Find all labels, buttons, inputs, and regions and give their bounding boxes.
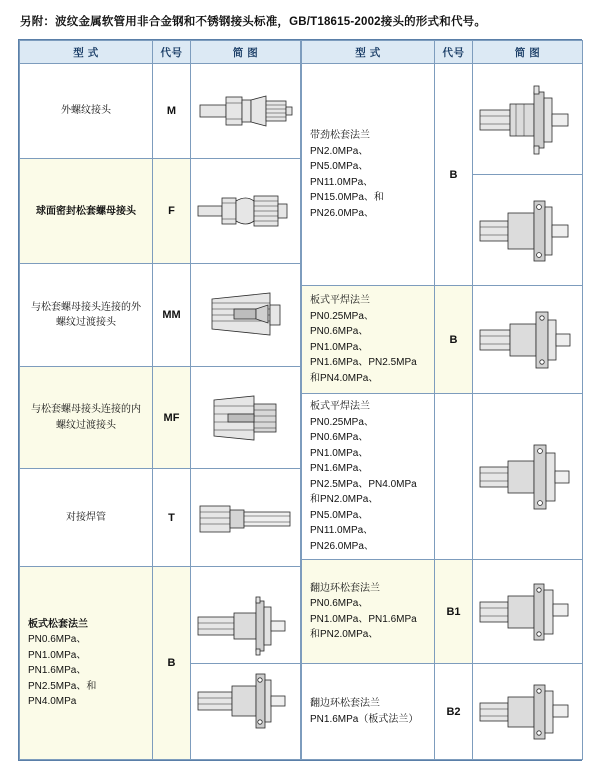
table-header-row <box>20 41 301 64</box>
row-code: T <box>153 469 191 567</box>
left-standards-table <box>19 40 301 760</box>
male-thread-transition-connector-icon <box>194 285 298 345</box>
row-figure <box>191 366 301 469</box>
header-figure: 简 图 <box>191 41 301 64</box>
plate-loose-flange-top-icon <box>194 593 298 659</box>
row-type-title: 板式松套法兰 <box>28 618 88 630</box>
row-code: B <box>153 567 191 760</box>
row-type-label: 与松套螺母接头连接的内螺纹过渡接头 <box>20 366 153 469</box>
butt-weld-pipe-icon <box>194 490 298 546</box>
standards-tables <box>18 39 582 761</box>
row-code: M <box>153 64 191 159</box>
row-type-label: 外螺纹接头 <box>20 64 153 159</box>
row-type-title: 板式平焊法兰 <box>310 401 370 413</box>
row-type-label: 与松套螺母接头连接的外螺纹过渡接头 <box>20 264 153 367</box>
table-row <box>302 664 583 760</box>
flared-ring-loose-flange-plate-icon <box>476 675 580 749</box>
threaded-male-connector-icon <box>194 83 298 139</box>
spherical-seal-union-nut-connector-icon <box>194 182 298 240</box>
row-type-detail: PN0.6MPa、PN1.0MPa、PN1.6MPa和PN2.0MPa、 <box>310 598 417 641</box>
table-row <box>302 286 583 394</box>
row-type-detail: PN0.25MPa、PN0.6MPa、PN1.0MPa、PN1.6MPa、PN2.5MPa和PN4.0MPa、 <box>310 310 417 384</box>
table-row <box>20 159 301 264</box>
row-figure <box>191 469 301 567</box>
row-code: MF <box>153 366 191 469</box>
row-type-label <box>20 567 153 760</box>
row-type-text: 球面密封松套螺母接头 <box>36 205 136 217</box>
row-figure <box>191 264 301 367</box>
row-code: F <box>153 159 191 264</box>
row-type-label <box>302 64 435 286</box>
header-code: 代号 <box>435 41 473 64</box>
table-row <box>20 64 301 159</box>
row-type-label <box>302 560 435 664</box>
plate-loose-flange-bottom-icon <box>194 668 298 734</box>
row-type-detail: PN2.0MPa、PN5.0MPa、PN11.0MPa、PN15.0MPa、和PN26.0MPa、 <box>310 145 384 219</box>
figure-bottom <box>191 664 300 738</box>
row-code: B <box>435 64 473 286</box>
ribbed-loose-flange-bottom-icon <box>476 187 580 273</box>
row-type-detail: PN1.6MPa（板式法兰） <box>310 713 419 725</box>
header-figure: 简 图 <box>473 41 583 64</box>
ribbed-loose-flange-top-icon <box>476 76 580 162</box>
row-type-label <box>20 159 153 264</box>
row-code: B1 <box>435 560 473 664</box>
row-type-label <box>302 664 435 760</box>
row-type-detail: PN0.6MPa、PN1.0MPa、PN1.6MPa、PN2.5MPa、和PN4.0MPa <box>28 634 97 708</box>
row-figure <box>473 664 583 760</box>
row-type-label: 对接焊管 <box>20 469 153 567</box>
row-code: B <box>435 286 473 394</box>
row-type-title: 翻边环松套法兰 <box>310 698 380 710</box>
table-row <box>20 264 301 367</box>
row-type-label <box>302 394 435 560</box>
row-figure <box>473 286 583 394</box>
row-figure <box>191 567 301 760</box>
row-figure <box>191 64 301 159</box>
table-header-row <box>302 41 583 64</box>
figure-stack <box>191 589 300 738</box>
table-row <box>20 567 301 760</box>
row-code: MM <box>153 264 191 367</box>
row-code: B2 <box>435 664 473 760</box>
right-standards-table <box>301 40 583 760</box>
row-code <box>435 394 473 560</box>
row-type-title: 带劲松套法兰 <box>310 130 370 142</box>
row-figure <box>191 159 301 264</box>
figure-top <box>191 589 300 664</box>
table-row <box>302 394 583 560</box>
row-type-detail: PN0.25MPa、PN0.6MPa、PN1.0MPa、PN1.6MPa、PN2.5MPa、PN4.0MPa 和PN2.0MPa、PN5.0MPa、PN11.0MPa、PN26.0MPa、 <box>310 416 417 552</box>
header-type: 型 式 <box>302 41 435 64</box>
table-row <box>20 469 301 567</box>
female-thread-transition-connector-icon <box>194 388 298 448</box>
table-row <box>302 560 583 664</box>
header-code: 代号 <box>153 41 191 64</box>
header-type: 型 式 <box>20 41 153 64</box>
row-figure <box>473 560 583 664</box>
row-type-label <box>302 286 435 394</box>
row-figure <box>473 394 583 560</box>
row-figure <box>473 64 583 175</box>
plate-flat-weld-flange-a-icon <box>476 298 580 382</box>
row-figure <box>473 175 583 286</box>
flared-ring-loose-flange-icon <box>476 572 580 652</box>
page-title: 另附：波纹金属软管用非合金钢和不锈钢接头标准，GB/T18615-2002接头的形式和代号。 <box>20 16 487 28</box>
table-row <box>20 366 301 469</box>
plate-flat-weld-flange-b-icon <box>476 431 580 523</box>
row-type-title: 板式平焊法兰 <box>310 295 370 307</box>
row-type-title: 翻边环松套法兰 <box>310 582 380 594</box>
table-row <box>302 64 583 175</box>
